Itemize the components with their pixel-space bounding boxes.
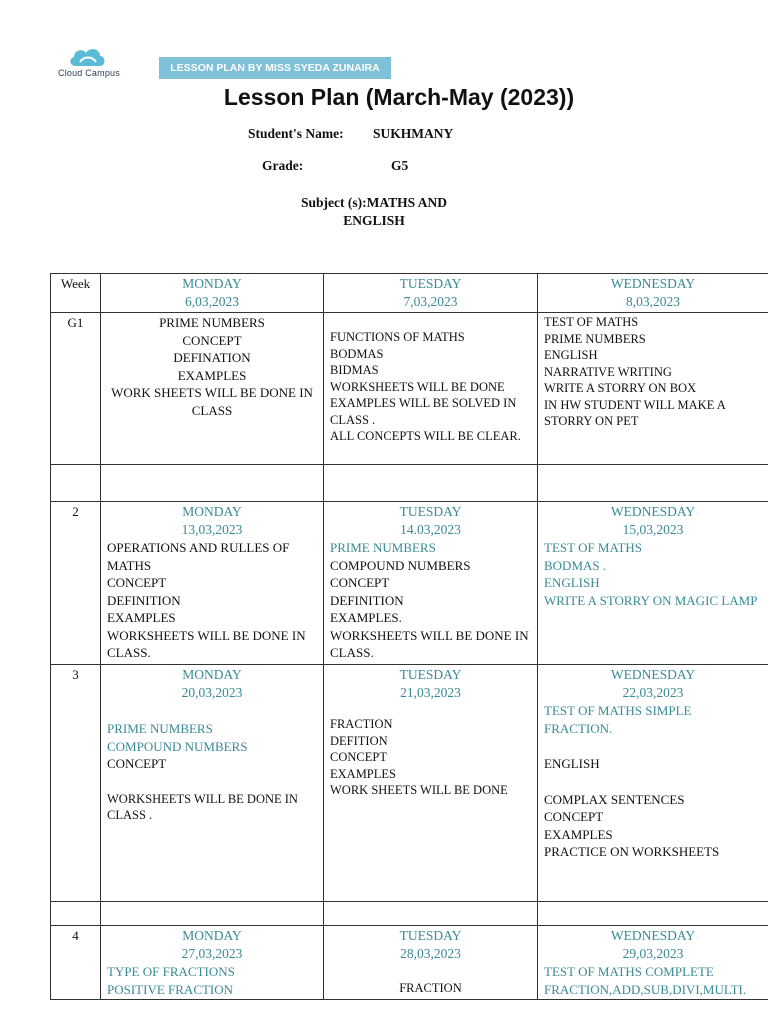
tuesday-cell: TUESDAY 14.03,2023 PRIME NUMBERS COMPOUND NUMBERS CONCEPT DEFINITION EXAMPLES. WORKSHEETS WILL BE DONE IN CLASS. xyxy=(324,502,538,665)
table-row xyxy=(51,665,768,902)
table-row xyxy=(51,926,768,1000)
week-label: 4 xyxy=(51,926,101,1000)
grade-value: G5 xyxy=(391,158,409,173)
tuesday-cell: TUESDAY 28,03,2023 FRACTION xyxy=(324,926,538,1000)
tuesday-cell: TUESDAY 21,03,2023 FRACTION DEFITION CONCEPT EXAMPLES WORK SHEETS WILL BE DONE xyxy=(324,665,538,902)
wednesday-cell: WEDNESDAY 29,03,2023 TEST OF MATHS COMPLETE FRACTION,ADD,SUB,DIVI,MULTI. xyxy=(538,926,768,1000)
week-label: 2 xyxy=(51,502,101,665)
monday-cell: PRIME NUMBERS CONCEPT DEFINATION EXAMPLES WORK SHEETS WILL BE DONE IN CLASS xyxy=(101,313,324,465)
tuesday-cell: FUNCTIONS OF MATHS BODMAS BIDMAS WORKSHEETS WILL BE DONE EXAMPLES WILL BE SOLVED IN CLASS . ALL CONCEPTS WILL BE CLEAR. xyxy=(324,313,538,465)
table-row xyxy=(51,502,768,665)
subject-heading: Subject (s):MATHS AND ENGLISH xyxy=(301,195,447,228)
student-name-label: Student's Name: xyxy=(248,126,344,141)
cloud-campus-logo xyxy=(56,42,126,82)
spacer-row xyxy=(51,465,768,502)
table-row xyxy=(51,313,768,465)
grade-label: Grade: xyxy=(262,158,304,173)
wednesday-cell: TEST OF MATHS PRIME NUMBERS ENGLISH NARRATIVE WRITING WRITE A STORRY ON BOX IN HW STUDENT WILL MAKE A STORRY ON PET xyxy=(538,313,768,465)
logo-text: Cloud Campus xyxy=(58,68,120,78)
wednesday-cell: WEDNESDAY 22,03,2023 TEST OF MATHS SIMPLE FRACTION. ENGLISH COMPLAX SENTENCES CONCEPT EXAMPLES PRACTICE ON WORKSHEETS xyxy=(538,665,768,902)
week-label: 3 xyxy=(51,665,101,902)
monday-header: MONDAY 6,03,2023 xyxy=(101,274,324,313)
week-label: G1 xyxy=(51,313,101,465)
lesson-plan-table xyxy=(50,273,768,1000)
lesson-plan-banner: LESSON PLAN BY MISS SYEDA ZUNAIRA xyxy=(159,57,391,79)
week-header: Week xyxy=(51,274,101,313)
monday-cell: MONDAY 20,03,2023 PRIME NUMBERS COMPOUND NUMBERS CONCEPT WORKSHEETS WILL BE DONE IN CLASS . xyxy=(101,665,324,902)
student-name-value: SUKHMANY xyxy=(373,126,454,141)
wednesday-cell: WEDNESDAY 15,03,2023 TEST OF MATHS BODMAS . ENGLISH WRITE A STORRY ON MAGIC LAMP xyxy=(538,502,768,665)
wednesday-header: WEDNESDAY 8,03,2023 xyxy=(538,274,768,313)
table-row xyxy=(51,274,768,313)
tuesday-header: TUESDAY 7,03,2023 xyxy=(324,274,538,313)
page-title: Lesson Plan (March-May (2023)) xyxy=(223,84,575,110)
spacer-row xyxy=(51,902,768,926)
monday-cell: MONDAY 13,03,2023 OPERATIONS AND RULLES OF MATHS CONCEPT DEFINITION EXAMPLES WORKSHEETS WILL BE DONE IN CLASS. xyxy=(101,502,324,665)
monday-cell: MONDAY 27,03,2023 TYPE OF FRACTIONS POSITIVE FRACTION xyxy=(101,926,324,1000)
cloud-logo-icon xyxy=(56,42,126,70)
